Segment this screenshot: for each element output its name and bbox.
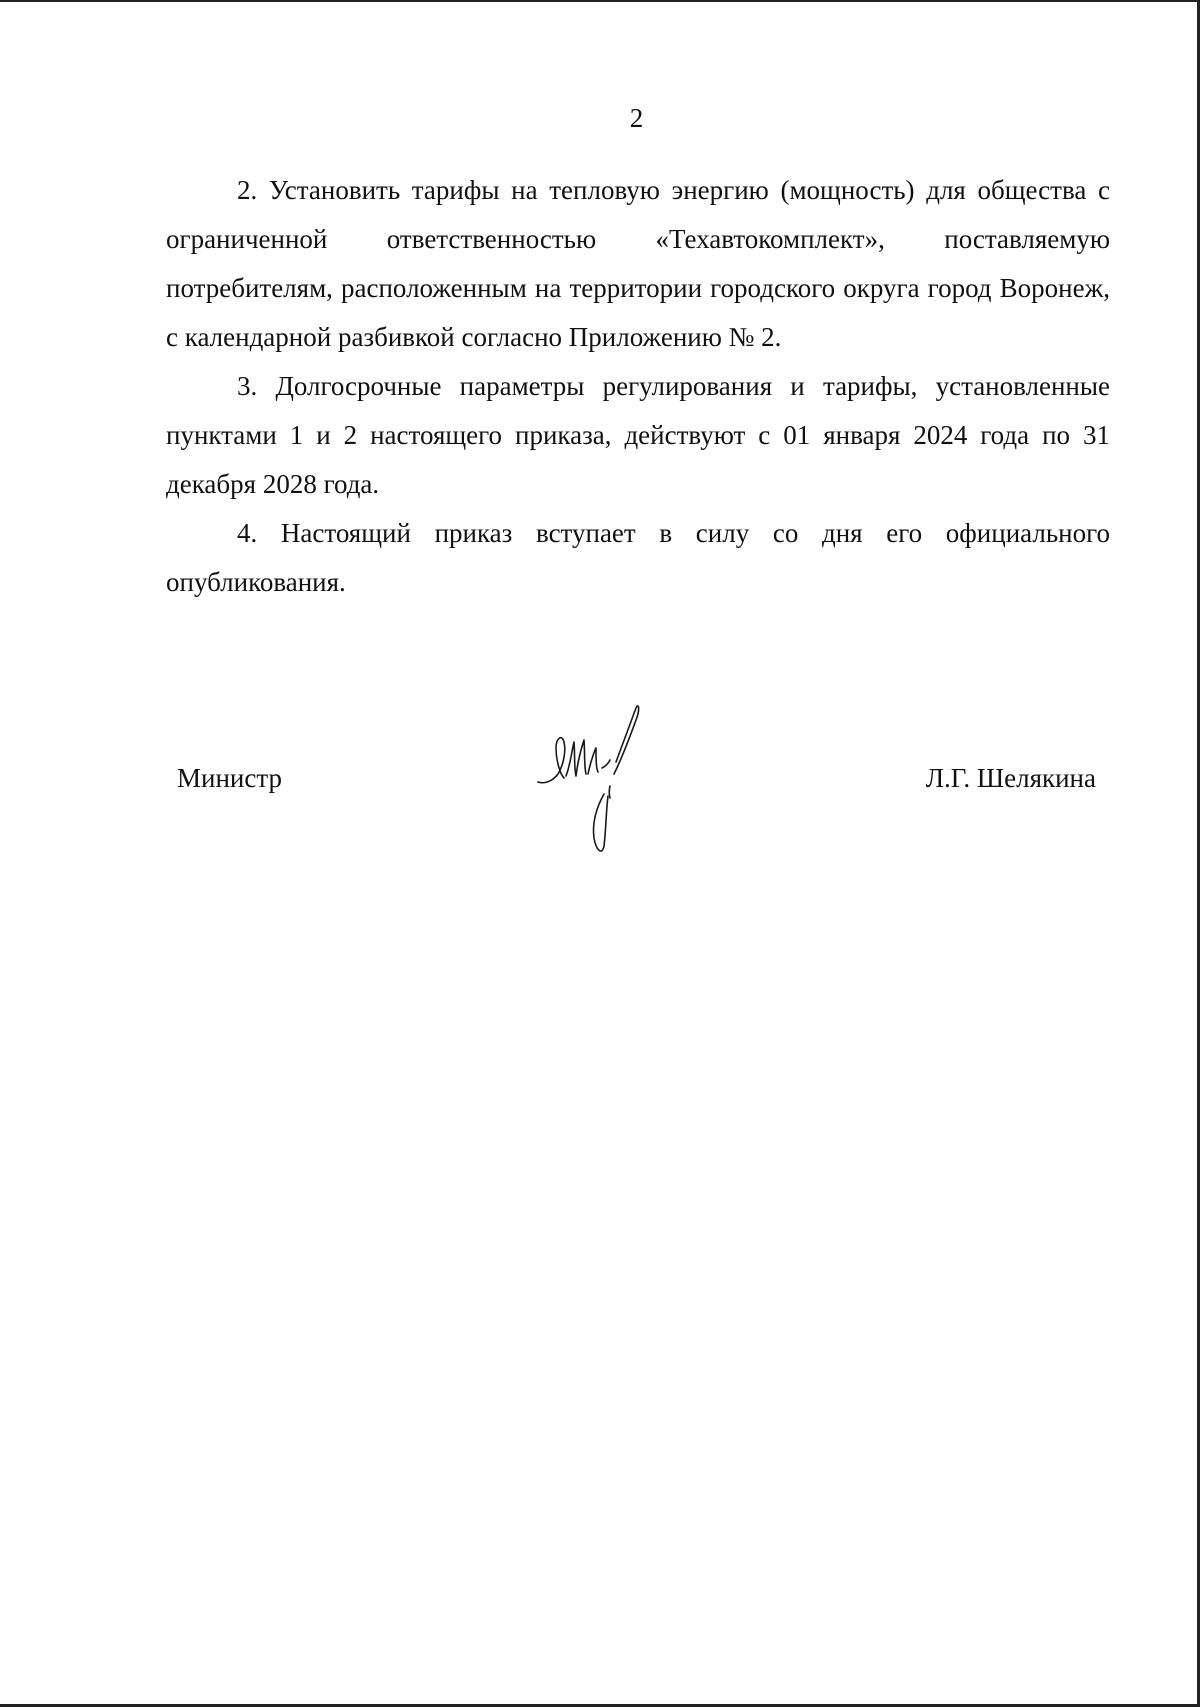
- signature-block: [0, 690, 1200, 880]
- document-body: [166, 166, 1110, 607]
- paragraph-3: 3. Долгосрочные параметры регулирования и тарифы, установленные пунктами 1 и 2 настоящего приказа, действуют с 01 января 2024 года по 31 декабря 2028 года.: [166, 371, 1110, 499]
- handwritten-signature: [530, 690, 670, 870]
- paragraph-2: 2. Установить тарифы на тепловую энергию (мощность) для общества с ограниченной ответственностью «Техавтокомплект», поставляемую потребителям, расположенным на территории городского округа город Воронеж, с календарной разбивкой согласно Приложению № 2.: [166, 175, 1110, 352]
- page-number: 2: [629, 103, 644, 133]
- signer-position: Министр: [177, 763, 282, 793]
- paragraph-4: 4. Настоящий приказ вступает в силу со дня его официального опубликования.: [166, 518, 1110, 597]
- scan-edge-top: [0, 0, 1200, 2]
- signer-name: Л.Г. Шелякина: [925, 763, 1096, 793]
